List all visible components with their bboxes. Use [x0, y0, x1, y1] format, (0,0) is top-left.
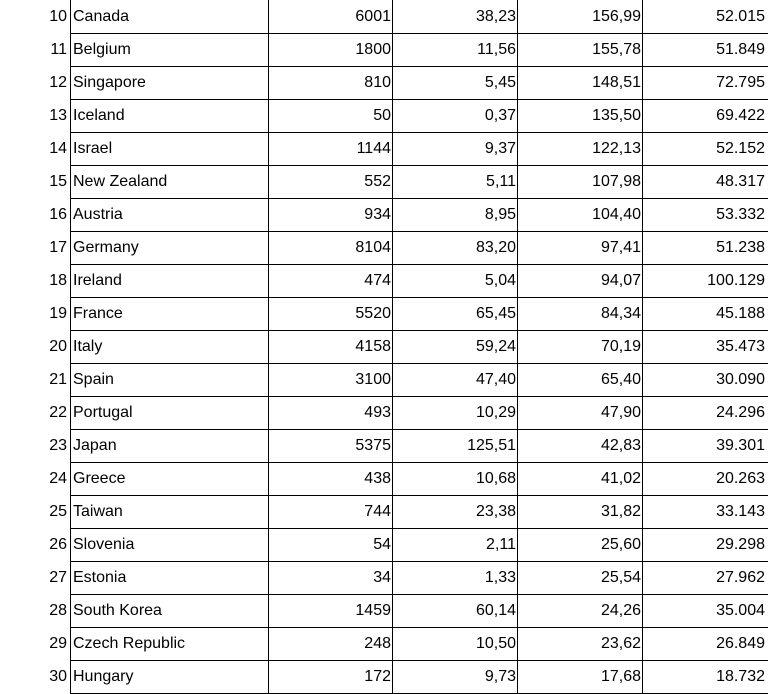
value-cell[interactable]: 39.301 [716, 437, 765, 454]
table-row [0, 66, 768, 99]
rank-cell[interactable]: 12 [49, 74, 67, 91]
value-cell[interactable]: 104,40 [592, 206, 641, 223]
value-cell[interactable]: 18.732 [716, 668, 765, 685]
rank-cell[interactable]: 14 [49, 140, 67, 157]
value-cell[interactable]: 59,24 [475, 338, 516, 355]
value-cell[interactable]: 54 [373, 536, 391, 553]
value-cell[interactable]: 72.795 [716, 74, 765, 91]
country-cell[interactable]: Czech Republic [73, 635, 186, 652]
value-cell[interactable]: 65,40 [600, 371, 641, 388]
rank-cell[interactable]: 13 [49, 107, 67, 124]
value-cell[interactable]: 24.296 [716, 404, 765, 421]
value-cell[interactable]: 125,51 [467, 437, 516, 454]
country-cell[interactable]: Japan [73, 437, 117, 454]
value-cell[interactable]: 248 [364, 635, 391, 652]
country-cell[interactable]: France [73, 305, 123, 322]
value-cell[interactable]: 34 [373, 569, 391, 586]
value-cell[interactable]: 41,02 [600, 470, 641, 487]
country-cell[interactable]: Ireland [73, 272, 122, 289]
value-cell[interactable]: 10,50 [475, 635, 516, 652]
rank-cell[interactable]: 15 [49, 173, 67, 190]
rank-cell[interactable]: 29 [49, 635, 67, 652]
value-cell[interactable]: 5375 [355, 437, 391, 454]
value-cell[interactable]: 47,40 [475, 371, 516, 388]
value-cell[interactable]: 8,95 [484, 206, 516, 223]
rank-cell[interactable]: 19 [49, 305, 67, 322]
country-cell[interactable]: South Korea [73, 602, 162, 619]
table-row [0, 429, 768, 462]
value-cell[interactable]: 50 [373, 107, 391, 124]
country-cell[interactable]: Estonia [73, 569, 127, 586]
value-cell[interactable]: 52.152 [716, 140, 765, 157]
country-cell[interactable]: Spain [73, 371, 114, 388]
value-cell[interactable]: 5,11 [486, 173, 516, 190]
table-row [0, 99, 768, 132]
value-cell[interactable]: 42,83 [600, 437, 641, 454]
value-cell[interactable]: 33.143 [716, 503, 765, 520]
value-cell[interactable]: 744 [364, 503, 391, 520]
rank-cell[interactable]: 10 [49, 8, 67, 25]
value-cell[interactable]: 172 [364, 668, 391, 685]
table-row [0, 330, 768, 363]
value-cell[interactable]: 6001 [355, 8, 391, 25]
value-cell[interactable]: 9,37 [484, 140, 516, 157]
table-row [0, 627, 768, 660]
value-cell[interactable]: 552 [364, 173, 391, 190]
rank-cell[interactable]: 24 [49, 470, 67, 487]
value-cell[interactable]: 69.422 [716, 107, 765, 124]
rank-cell[interactable]: 30 [49, 668, 67, 685]
value-cell[interactable]: 2,11 [486, 536, 516, 553]
value-cell[interactable]: 4158 [355, 338, 391, 355]
value-cell[interactable]: 29.298 [716, 536, 765, 553]
value-cell[interactable]: 0,37 [484, 107, 516, 124]
value-cell[interactable]: 27.962 [716, 569, 765, 586]
rank-cell[interactable]: 28 [49, 602, 67, 619]
value-cell[interactable]: 5520 [355, 305, 391, 322]
value-cell[interactable]: 20.263 [716, 470, 765, 487]
value-cell[interactable]: 70,19 [600, 338, 641, 355]
rank-cell[interactable]: 25 [49, 503, 67, 520]
value-cell[interactable]: 52.015 [716, 8, 765, 25]
value-cell[interactable]: 107,98 [592, 173, 641, 190]
country-cell[interactable]: Canada [73, 8, 130, 25]
value-cell[interactable]: 9,73 [484, 668, 516, 685]
table-row [0, 231, 768, 264]
table-row [0, 462, 768, 495]
value-cell[interactable]: 35.473 [716, 338, 765, 355]
value-cell[interactable]: 1144 [356, 140, 391, 157]
rank-cell[interactable]: 23 [49, 437, 67, 454]
country-cell[interactable]: Italy [73, 338, 103, 355]
value-cell[interactable]: 84,34 [600, 305, 641, 322]
table-row [0, 528, 768, 561]
value-cell[interactable]: 23,38 [475, 503, 516, 520]
value-cell[interactable]: 60,14 [475, 602, 516, 619]
value-cell[interactable]: 10,68 [475, 470, 516, 487]
value-cell[interactable]: 47,90 [600, 404, 641, 421]
value-cell[interactable]: 100.129 [707, 272, 765, 289]
value-cell[interactable]: 97,41 [600, 239, 641, 256]
country-cell[interactable]: Belgium [73, 41, 131, 58]
value-cell[interactable]: 30.090 [716, 371, 765, 388]
value-cell[interactable]: 1800 [355, 41, 391, 58]
country-cell[interactable]: Slovenia [73, 536, 135, 553]
value-cell[interactable]: 51.238 [716, 239, 765, 256]
value-cell[interactable]: 24,26 [600, 602, 641, 619]
rank-cell[interactable]: 21 [49, 371, 67, 388]
value-cell[interactable]: 35.004 [716, 602, 765, 619]
value-cell[interactable]: 438 [364, 470, 391, 487]
value-cell[interactable]: 65,45 [475, 305, 516, 322]
value-cell[interactable]: 38,23 [475, 8, 516, 25]
value-cell[interactable]: 53.332 [716, 206, 765, 223]
value-cell[interactable]: 155,78 [592, 41, 641, 58]
rank-cell[interactable]: 20 [49, 338, 67, 355]
value-cell[interactable]: 3100 [355, 371, 391, 388]
country-cell[interactable]: New Zealand [73, 173, 168, 190]
value-cell[interactable]: 474 [364, 272, 391, 289]
value-cell[interactable]: 83,20 [475, 239, 516, 256]
country-cell[interactable]: Austria [73, 206, 123, 223]
table-row [0, 132, 768, 165]
value-cell[interactable]: 45.188 [716, 305, 765, 322]
value-cell[interactable]: 5,45 [484, 74, 516, 91]
value-cell[interactable]: 11,56 [477, 41, 516, 58]
rank-cell[interactable]: 18 [49, 272, 67, 289]
value-cell[interactable]: 25,54 [600, 569, 641, 586]
table-row [0, 396, 768, 429]
table-row [0, 495, 768, 528]
country-cell[interactable]: Portugal [73, 404, 133, 421]
table-row [0, 33, 768, 66]
value-cell[interactable]: 934 [364, 206, 391, 223]
country-cell[interactable]: Iceland [73, 107, 125, 124]
rank-cell[interactable]: 11 [50, 41, 67, 58]
table-row [0, 561, 768, 594]
value-cell[interactable]: 122,13 [592, 140, 641, 157]
value-cell[interactable]: 23,62 [600, 635, 641, 652]
value-cell[interactable]: 25,60 [600, 536, 641, 553]
value-cell[interactable]: 26.849 [716, 635, 765, 652]
value-cell[interactable]: 10,29 [475, 404, 516, 421]
value-cell[interactable]: 94,07 [600, 272, 641, 289]
table-row [0, 363, 768, 396]
rank-cell[interactable]: 22 [49, 404, 67, 421]
table-row [0, 165, 768, 198]
value-cell[interactable]: 51.849 [716, 41, 765, 58]
rank-cell[interactable]: 17 [49, 239, 67, 256]
value-cell[interactable]: 48.317 [716, 173, 765, 190]
value-cell[interactable]: 8104 [355, 239, 391, 256]
value-cell[interactable]: 148,51 [592, 74, 641, 91]
table-row [0, 660, 768, 693]
value-cell[interactable]: 1,33 [484, 569, 516, 586]
value-cell[interactable]: 493 [364, 404, 391, 421]
value-cell[interactable]: 5,04 [484, 272, 516, 289]
value-cell[interactable]: 156,99 [592, 8, 641, 25]
country-cell[interactable]: Taiwan [73, 503, 123, 520]
rank-cell[interactable]: 26 [49, 536, 67, 553]
country-cell[interactable]: Israel [73, 140, 113, 157]
value-cell[interactable]: 135,50 [592, 107, 641, 124]
value-cell[interactable]: 810 [364, 74, 391, 91]
table-row [0, 264, 768, 297]
rank-cell[interactable]: 16 [49, 206, 67, 223]
country-cell[interactable]: Singapore [73, 74, 146, 91]
value-cell[interactable]: 17,68 [600, 668, 641, 685]
table-row [0, 0, 768, 33]
table-row [0, 297, 768, 330]
table-row [0, 594, 768, 627]
rank-cell[interactable]: 27 [49, 569, 67, 586]
table-row [0, 198, 768, 231]
value-cell[interactable]: 31,82 [600, 503, 641, 520]
country-cell[interactable]: Hungary [73, 668, 134, 685]
value-cell[interactable]: 1459 [355, 602, 391, 619]
country-cell[interactable]: Germany [73, 239, 139, 256]
country-cell[interactable]: Greece [73, 470, 126, 487]
